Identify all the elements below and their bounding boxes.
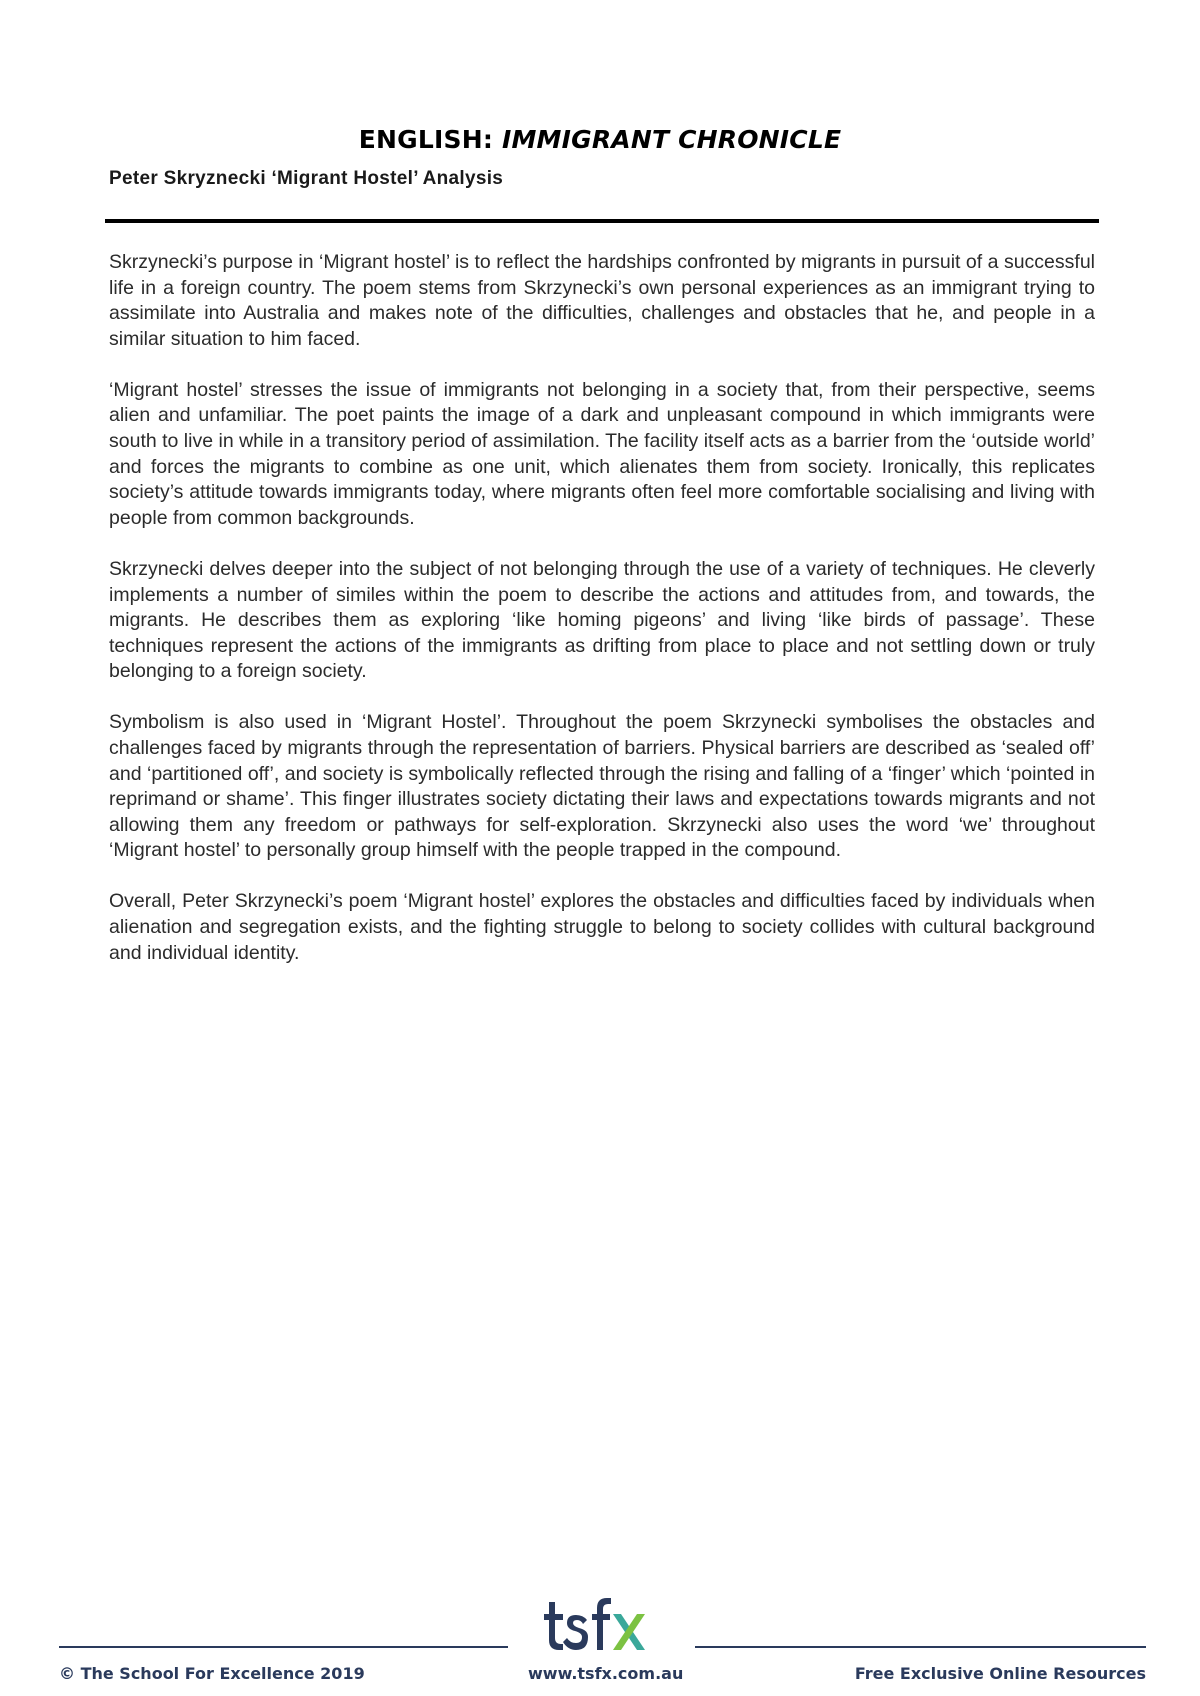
- paragraph-3: Skrzynecki delves deeper into the subject of not belonging through the use of a variety of techniques. He cleverly implements a number of similes within the poem to describe the actions and attitudes from, and towards, the migrants. He describes them as exploring ‘like homing pigeons’ and living ‘like birds of passage’. These techniques represent the actions of the immigrants as drifting from place to place and not settling down or truly belonging to a foreign society.: [109, 557, 1095, 683]
- document-subtitle: Peter Skryznecki ‘Migrant Hostel’ Analysis: [109, 168, 504, 189]
- footer-copyright: © The School For Excellence 2019: [59, 1664, 365, 1683]
- footer-divider-right: [695, 1646, 1146, 1648]
- header-divider: [105, 219, 1099, 223]
- footer-website-link[interactable]: www.tsfx.com.au: [528, 1664, 684, 1683]
- footer-divider-left: [59, 1646, 508, 1648]
- paragraph-1: Skrzynecki’s purpose in ‘Migrant hostel’ is to reflect the hardships confronted by migrants in pursuit of a successful life in a foreign country. The poem stems from Skrzynecki’s own personal experiences as an immigrant trying to assimilate into Australia and makes note of the difficulties, challenges and obstacles that he, and people in a similar situation to him faced.: [109, 251, 1095, 350]
- paragraph-4: Symbolism is also used in ‘Migrant Hostel’. Throughout the poem Skrzynecki symbolises the obstacles and challenges faced by migrants through the representation of barriers. Physical barriers are described as ‘sealed off’ and ‘partitioned off’, and society is symbolically reflected through the rising and falling of a ‘finger’ which ‘pointed in reprimand or shame’. This finger illustrates society dictating their laws and expectations towards migrants and not allowing them any freedom or pathways for self-exploration. Skrzynecki also uses the word ‘we’ throughout ‘Migrant hostel’ to personally group himself with the people trapped in the compound.: [109, 711, 1095, 862]
- paragraph-2: ‘Migrant hostel’ stresses the issue of immigrants not belonging in a society that, from their perspective, seems alien and unfamiliar. The poet paints the image of a dark and unpleasant compound in which immigrants were south to live in while in a transitory period of assimilation. The facility itself acts as a barrier from the ‘outside world’ and forces the migrants to combine as one unit, which alienates them from society. Ironically, this replicates society’s attitude towards immigrants today, where migrants often feel more comfortable socialising and living with people from common backgrounds.: [109, 378, 1095, 529]
- footer-tagline: Free Exclusive Online Resources: [854, 1664, 1146, 1683]
- title-prefix: ENGLISH:: [358, 124, 494, 154]
- page-title: [0, 125, 1200, 154]
- logo-text: tsfx: [601, 1654, 603, 1655]
- title-italic: IMMIGRANT CHRONICLE: [501, 124, 842, 154]
- paragraph-5: Overall, Peter Skrzynecki’s poem ‘Migrant hostel’ explores the obstacles and difficulties faced by individuals when alienation and segregation exists, and the fighting struggle to belong to society collides with cultural background and individual identity.: [109, 890, 1095, 964]
- body-text: [109, 250, 1095, 992]
- tsfx-logo: [541, 1592, 661, 1656]
